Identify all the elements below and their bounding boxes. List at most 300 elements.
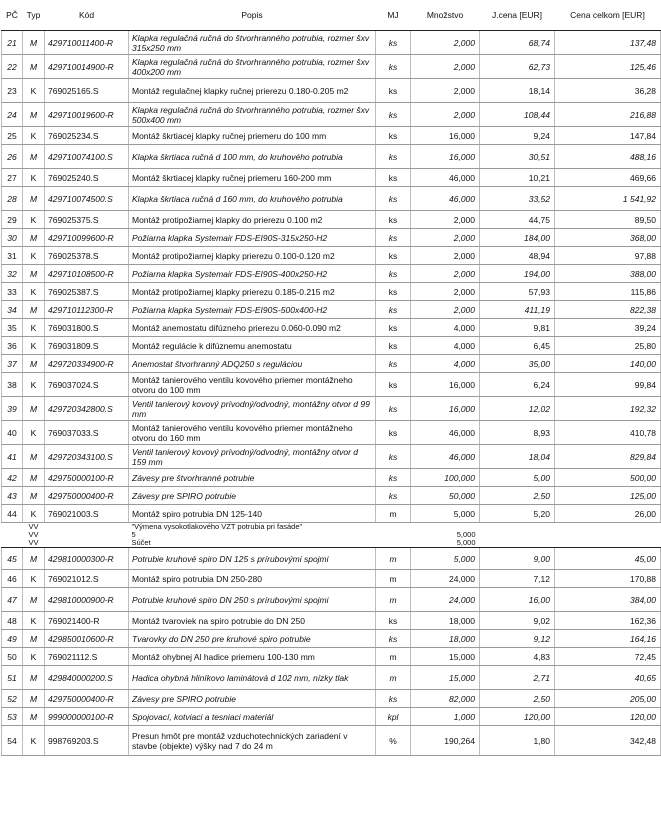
cell-jcena: 9,00 — [480, 548, 555, 570]
cell-typ: M — [23, 708, 45, 726]
cell-kod: 769025387.S — [45, 283, 129, 301]
cell-typ: M — [23, 301, 45, 319]
cell-jcena: 184,00 — [480, 229, 555, 247]
header-jcena: J.cena [EUR] — [480, 0, 555, 31]
cell-mnozstvo: 16,000 — [411, 373, 480, 397]
cell-mnozstvo: 24,000 — [411, 570, 480, 588]
cell-cena: 488,16 — [555, 145, 661, 169]
cell-typ: M — [23, 355, 45, 373]
note-empty-cell — [555, 523, 661, 532]
table-row — [2, 79, 661, 103]
cell-popis: Závesy pre SPIRO potrubie — [129, 690, 376, 708]
cell-jcena: 9,81 — [480, 319, 555, 337]
cell-typ: M — [23, 630, 45, 648]
cell-popis: Ventil tanierový kovový prívodný/odvodný, montážny otvor d 159 mm — [129, 445, 376, 469]
cell-mj: m — [376, 666, 411, 690]
cell-jcena: 10,21 — [480, 169, 555, 187]
cell-popis: Montáž ohybnej Al hadice priemeru 100-130 mm — [129, 648, 376, 666]
cell-popis: Klapka škrtiaca ručná d 160 mm, do kruhového potrubia — [129, 187, 376, 211]
cell-kod: 769031809.S — [45, 337, 129, 355]
cell-jcena: 4,83 — [480, 648, 555, 666]
cell-mnozstvo: 2,000 — [411, 103, 480, 127]
cell-cena: 829,84 — [555, 445, 661, 469]
cell-pc: 39 — [2, 397, 23, 421]
cell-mj: m — [376, 570, 411, 588]
cell-typ: K — [23, 169, 45, 187]
cell-pc: 50 — [2, 648, 23, 666]
cell-mj: ks — [376, 421, 411, 445]
cell-pc: 26 — [2, 145, 23, 169]
cell-mnozstvo: 2,000 — [411, 229, 480, 247]
table-row — [2, 229, 661, 247]
cell-kod: 429810000300-R — [45, 548, 129, 570]
table-row — [2, 445, 661, 469]
header-mj: MJ — [376, 0, 411, 31]
cell-typ: K — [23, 421, 45, 445]
cell-mj: ks — [376, 187, 411, 211]
cell-kod: 769021012.S — [45, 570, 129, 588]
table-row — [2, 247, 661, 265]
cell-typ: K — [23, 337, 45, 355]
cell-popis: Klapka škrtiaca ručná d 100 mm, do kruhového potrubia — [129, 145, 376, 169]
cell-mj: ks — [376, 211, 411, 229]
cell-mj: ks — [376, 103, 411, 127]
cell-cena: 469,66 — [555, 169, 661, 187]
table-row — [2, 31, 661, 55]
note-empty-cell — [45, 531, 129, 539]
table-row — [2, 373, 661, 397]
cell-pc: 23 — [2, 79, 23, 103]
cell-mj: kpl — [376, 708, 411, 726]
header-popis: Popis — [129, 0, 376, 31]
cell-pc: 36 — [2, 337, 23, 355]
cell-mj: ks — [376, 630, 411, 648]
cell-kod: 769021400-R — [45, 612, 129, 630]
cell-typ: M — [23, 103, 45, 127]
cell-mj: ks — [376, 397, 411, 421]
cell-kod: 429710074100.S — [45, 145, 129, 169]
cell-pc: 21 — [2, 31, 23, 55]
cell-typ: K — [23, 612, 45, 630]
cell-popis: Klapka regulačná ručná do štvorhranného potrubia, rozmer šxv 500x400 mm — [129, 103, 376, 127]
cell-cena: 39,24 — [555, 319, 661, 337]
cell-cena: 147,84 — [555, 127, 661, 145]
cell-kod: 429710011400-R — [45, 31, 129, 55]
cell-typ: K — [23, 505, 45, 523]
cell-pc: 27 — [2, 169, 23, 187]
cell-pc: 35 — [2, 319, 23, 337]
cell-jcena: 120,00 — [480, 708, 555, 726]
cell-mj: ks — [376, 355, 411, 373]
table-row — [2, 548, 661, 570]
cell-jcena: 2,50 — [480, 690, 555, 708]
table-row — [2, 612, 661, 630]
cell-mj: m — [376, 648, 411, 666]
cell-mnozstvo: 4,000 — [411, 355, 480, 373]
cell-mnozstvo: 50,000 — [411, 487, 480, 505]
cell-pc: 43 — [2, 487, 23, 505]
table-row — [2, 145, 661, 169]
cell-cena: 342,48 — [555, 726, 661, 756]
cell-jcena: 30,51 — [480, 145, 555, 169]
cell-mj: ks — [376, 469, 411, 487]
cell-mj: ks — [376, 301, 411, 319]
table-row — [2, 690, 661, 708]
cell-typ: K — [23, 211, 45, 229]
cell-pc: 25 — [2, 127, 23, 145]
cell-typ: M — [23, 145, 45, 169]
cell-mj: m — [376, 588, 411, 612]
cell-popis: Ventil tanierový kovový prívodný/odvodný, montážny otvor d 99 mm — [129, 397, 376, 421]
cell-typ: M — [23, 445, 45, 469]
cell-pc: 54 — [2, 726, 23, 756]
table-row — [2, 505, 661, 523]
note-empty-cell — [555, 531, 661, 539]
cell-popis: Montáž protipožiarnej klapky do prierezu 0.100 m2 — [129, 211, 376, 229]
note-empty-cell — [45, 523, 129, 532]
cell-mj: ks — [376, 265, 411, 283]
cell-typ: M — [23, 31, 45, 55]
note-typ: VV — [28, 522, 39, 531]
note-empty-cell — [2, 539, 23, 548]
cell-cena: 162,36 — [555, 612, 661, 630]
table-row — [2, 319, 661, 337]
cell-mnozstvo: 16,000 — [411, 127, 480, 145]
cell-cena: 388,00 — [555, 265, 661, 283]
note-empty-cell — [376, 523, 411, 532]
cell-kod: 998769203.S — [45, 726, 129, 756]
cell-kod: 429840000200.S — [45, 666, 129, 690]
cell-popis: Klapka regulačná ručná do štvorhranného potrubia, rozmer šxv 400x200 mm — [129, 55, 376, 79]
note-empty-cell — [480, 523, 555, 532]
cell-pc: 28 — [2, 187, 23, 211]
header-pc: PČ — [2, 0, 23, 31]
cell-cena: 36,28 — [555, 79, 661, 103]
cell-cena: 125,00 — [555, 487, 661, 505]
cell-typ: K — [23, 373, 45, 397]
cell-mnozstvo: 18,000 — [411, 630, 480, 648]
cell-mnozstvo: 2,000 — [411, 247, 480, 265]
cell-pc: 31 — [2, 247, 23, 265]
note-empty-cell — [45, 539, 129, 548]
cell-popis: Montáž anemostatu difúzneho prierezu 0.060-0.090 m2 — [129, 319, 376, 337]
cell-jcena: 68,74 — [480, 31, 555, 55]
cell-pc: 30 — [2, 229, 23, 247]
cell-typ: M — [23, 690, 45, 708]
cell-popis: Požiarna klapka Systemair FDS-EI90S-500x400-H2 — [129, 301, 376, 319]
cell-popis: Montáž tanierového ventilu kovového priemer montážneho otvoru do 160 mm — [129, 421, 376, 445]
cell-popis: Spojovací, kotviaci a tesniaci materiál — [129, 708, 376, 726]
cell-typ: K — [23, 570, 45, 588]
cell-mj: m — [376, 548, 411, 570]
cell-mnozstvo: 16,000 — [411, 397, 480, 421]
cell-mnozstvo: 4,000 — [411, 337, 480, 355]
table-row — [2, 301, 661, 319]
cell-pc: 49 — [2, 630, 23, 648]
cell-pc: 38 — [2, 373, 23, 397]
note-row — [2, 523, 661, 532]
cell-jcena: 35,00 — [480, 355, 555, 373]
table-row — [2, 169, 661, 187]
cell-jcena: 411,19 — [480, 301, 555, 319]
note-empty-cell — [555, 539, 661, 548]
cell-jcena: 9,24 — [480, 127, 555, 145]
cell-jcena: 33,52 — [480, 187, 555, 211]
cell-pc: 34 — [2, 301, 23, 319]
bill-of-quantities-table — [1, 0, 661, 756]
cell-cena: 25,80 — [555, 337, 661, 355]
table-row — [2, 355, 661, 373]
cell-kod: 429750000400-R — [45, 487, 129, 505]
cell-kod: 429810000900-R — [45, 588, 129, 612]
cell-mnozstvo: 5,000 — [411, 548, 480, 570]
cell-popis: Tvarovky do DN 250 pre kruhové spiro potrubie — [129, 630, 376, 648]
cell-mnozstvo: 2,000 — [411, 31, 480, 55]
cell-typ: K — [23, 319, 45, 337]
cell-mj: ks — [376, 229, 411, 247]
cell-mnozstvo: 1,000 — [411, 708, 480, 726]
cell-mj: % — [376, 726, 411, 756]
cell-cena: 125,46 — [555, 55, 661, 79]
cell-jcena: 6,45 — [480, 337, 555, 355]
header-kod: Kód — [45, 0, 129, 31]
cell-typ: M — [23, 588, 45, 612]
cell-cena: 140,00 — [555, 355, 661, 373]
cell-kod: 769021003.S — [45, 505, 129, 523]
cell-pc: 32 — [2, 265, 23, 283]
cell-kod: 429710014900-R — [45, 55, 129, 79]
cell-cena: 216,88 — [555, 103, 661, 127]
cell-typ: M — [23, 229, 45, 247]
cell-cena: 137,48 — [555, 31, 661, 55]
cell-kod: 769021112.S — [45, 648, 129, 666]
cell-kod: 429710019600-R — [45, 103, 129, 127]
cell-mnozstvo: 46,000 — [411, 187, 480, 211]
cell-cena: 410,78 — [555, 421, 661, 445]
cell-typ: K — [23, 283, 45, 301]
cell-kod: 999000000100-R — [45, 708, 129, 726]
note-empty-cell — [480, 531, 555, 539]
table-row — [2, 283, 661, 301]
cell-kod: 769025165.S — [45, 79, 129, 103]
table-row — [2, 127, 661, 145]
cell-popis: Montáž spiro potrubia DN 125-140 — [129, 505, 376, 523]
cell-mj: ks — [376, 127, 411, 145]
note-typ: VV — [28, 531, 39, 539]
cell-mj: ks — [376, 445, 411, 469]
cell-pc: 46 — [2, 570, 23, 588]
cell-jcena: 2,71 — [480, 666, 555, 690]
cell-mj: ks — [376, 169, 411, 187]
cell-pc: 41 — [2, 445, 23, 469]
note-popis: 5 — [131, 531, 136, 539]
cell-kod: 429750000400-R — [45, 690, 129, 708]
cell-kod: 769025375.S — [45, 211, 129, 229]
table-row — [2, 588, 661, 612]
cell-mnozstvo: 5,000 — [411, 505, 480, 523]
cell-jcena: 18,04 — [480, 445, 555, 469]
cell-typ: M — [23, 265, 45, 283]
table-row — [2, 211, 661, 229]
cell-kod: 769025240.S — [45, 169, 129, 187]
table-row — [2, 487, 661, 505]
cell-mnozstvo: 82,000 — [411, 690, 480, 708]
cell-mj: ks — [376, 55, 411, 79]
cell-kod: 429720334900-R — [45, 355, 129, 373]
cell-cena: 120,00 — [555, 708, 661, 726]
cell-typ: M — [23, 666, 45, 690]
cell-mj: m — [376, 505, 411, 523]
cell-mj: ks — [376, 145, 411, 169]
table-row — [2, 187, 661, 211]
cell-jcena: 5,00 — [480, 469, 555, 487]
table-row — [2, 421, 661, 445]
table-row — [2, 103, 661, 127]
header-typ: Typ — [23, 0, 45, 31]
cell-kod: 769037033.S — [45, 421, 129, 445]
table-row — [2, 55, 661, 79]
note-empty-cell — [376, 539, 411, 548]
cell-kod: 769037024.S — [45, 373, 129, 397]
cell-jcena: 194,00 — [480, 265, 555, 283]
cell-popis: Požiarna klapka Systemair FDS-EI90S-400x250-H2 — [129, 265, 376, 283]
cell-cena: 192,32 — [555, 397, 661, 421]
cell-kod: 429710099600-R — [45, 229, 129, 247]
cell-typ: K — [23, 79, 45, 103]
table-row — [2, 666, 661, 690]
cell-cena: 500,00 — [555, 469, 661, 487]
cell-mnozstvo: 2,000 — [411, 211, 480, 229]
table-row — [2, 726, 661, 756]
cell-jcena: 7,12 — [480, 570, 555, 588]
cell-typ: K — [23, 726, 45, 756]
cell-pc: 33 — [2, 283, 23, 301]
cell-popis: Montáž tvaroviek na spiro potrubie do DN 250 — [129, 612, 376, 630]
note-mnozstvo: 5,000 — [456, 531, 476, 539]
cell-cena: 384,00 — [555, 588, 661, 612]
cell-pc: 48 — [2, 612, 23, 630]
cell-popis: Presun hmôt pre montáž vzduchotechnických zariadení v stavbe (objekte) výšky nad 7 do 24 m — [129, 726, 376, 756]
cell-cena: 115,86 — [555, 283, 661, 301]
cell-mj: ks — [376, 283, 411, 301]
cell-pc: 29 — [2, 211, 23, 229]
cell-jcena: 108,44 — [480, 103, 555, 127]
cell-pc: 53 — [2, 708, 23, 726]
note-row — [2, 539, 661, 548]
cell-kod: 429710074500.S — [45, 187, 129, 211]
cell-cena: 26,00 — [555, 505, 661, 523]
cell-kod: 429750000100-R — [45, 469, 129, 487]
cell-jcena: 8,93 — [480, 421, 555, 445]
cell-mj: ks — [376, 319, 411, 337]
cell-mnozstvo: 15,000 — [411, 648, 480, 666]
cell-mj: ks — [376, 337, 411, 355]
note-popis: Súčet — [129, 539, 376, 548]
cell-mnozstvo: 24,000 — [411, 588, 480, 612]
cell-kod: 429720342800.S — [45, 397, 129, 421]
cell-mnozstvo: 2,000 — [411, 301, 480, 319]
cell-typ: M — [23, 55, 45, 79]
cell-popis: Montáž regulácie k difúznemu anemostatu — [129, 337, 376, 355]
cell-mnozstvo: 2,000 — [411, 79, 480, 103]
cell-pc: 37 — [2, 355, 23, 373]
cell-mnozstvo: 18,000 — [411, 612, 480, 630]
cell-cena: 45,00 — [555, 548, 661, 570]
cell-cena: 99,84 — [555, 373, 661, 397]
cell-mj: ks — [376, 487, 411, 505]
cell-popis: Anemostat štvorhranný ADQ250 s reguláciou — [129, 355, 376, 373]
cell-popis: Závesy pre štvorhranné potrubie — [129, 469, 376, 487]
cell-mnozstvo: 4,000 — [411, 319, 480, 337]
cell-popis: Montáž tanierového ventilu kovového priemer montážneho otvoru do 100 mm — [129, 373, 376, 397]
table-row — [2, 265, 661, 283]
cell-mnozstvo: 46,000 — [411, 445, 480, 469]
cell-popis: Potrubie kruhové spiro DN 125 s prírubovými spojmi — [129, 548, 376, 570]
cell-jcena: 44,75 — [480, 211, 555, 229]
cell-pc: 45 — [2, 548, 23, 570]
cell-kod: 769025234.S — [45, 127, 129, 145]
cell-popis: Montáž škrtiacej klapky ručnej priemeru do 100 mm — [129, 127, 376, 145]
cell-jcena: 48,94 — [480, 247, 555, 265]
note-typ: VV — [23, 539, 45, 548]
cell-cena: 368,00 — [555, 229, 661, 247]
cell-popis: Požiarna klapka Systemair FDS-EI90S-315x250-H2 — [129, 229, 376, 247]
cell-mnozstvo: 2,000 — [411, 283, 480, 301]
cell-mnozstvo: 46,000 — [411, 421, 480, 445]
cell-typ: K — [23, 247, 45, 265]
cell-cena: 89,50 — [555, 211, 661, 229]
table-row — [2, 630, 661, 648]
cell-kod: 769031800.S — [45, 319, 129, 337]
cell-mj: ks — [376, 690, 411, 708]
cell-typ: K — [23, 127, 45, 145]
cell-cena: 205,00 — [555, 690, 661, 708]
cell-kod: 429720343100.S — [45, 445, 129, 469]
note-row — [2, 531, 661, 539]
cell-mj: ks — [376, 79, 411, 103]
cell-popis: Montáž protipožiarnej klapky prierezu 0.185-0.215 m2 — [129, 283, 376, 301]
cell-popis: Potrubie kruhové spiro DN 250 s prírubovými spojmi — [129, 588, 376, 612]
table-row — [2, 570, 661, 588]
cell-kod: 429710108500-R — [45, 265, 129, 283]
cell-pc: 51 — [2, 666, 23, 690]
cell-popis: Klapka regulačná ručná do štvorhranného potrubia, rozmer šxv 315x250 mm — [129, 31, 376, 55]
table-row — [2, 397, 661, 421]
cell-cena: 170,88 — [555, 570, 661, 588]
cell-jcena: 5,20 — [480, 505, 555, 523]
cell-jcena: 1,80 — [480, 726, 555, 756]
cell-kod: 429710112300-R — [45, 301, 129, 319]
cell-jcena: 9,02 — [480, 612, 555, 630]
cell-typ: M — [23, 548, 45, 570]
cell-cena: 40,65 — [555, 666, 661, 690]
cell-popis: Montáž spiro potrubia DN 250-280 — [129, 570, 376, 588]
cell-cena: 1 541,92 — [555, 187, 661, 211]
cell-pc: 24 — [2, 103, 23, 127]
table-row — [2, 337, 661, 355]
cell-popis: Montáž regulačnej klapky ručnej prierezu 0.180-0.205 m2 — [129, 79, 376, 103]
cell-mj: ks — [376, 373, 411, 397]
cell-pc: 44 — [2, 505, 23, 523]
cell-jcena: 6,24 — [480, 373, 555, 397]
table-header-row — [2, 0, 661, 31]
note-empty-cell — [480, 539, 555, 548]
cell-cena: 72,45 — [555, 648, 661, 666]
cell-pc: 47 — [2, 588, 23, 612]
note-empty-cell — [2, 531, 23, 539]
cell-pc: 52 — [2, 690, 23, 708]
cell-jcena: 9,12 — [480, 630, 555, 648]
